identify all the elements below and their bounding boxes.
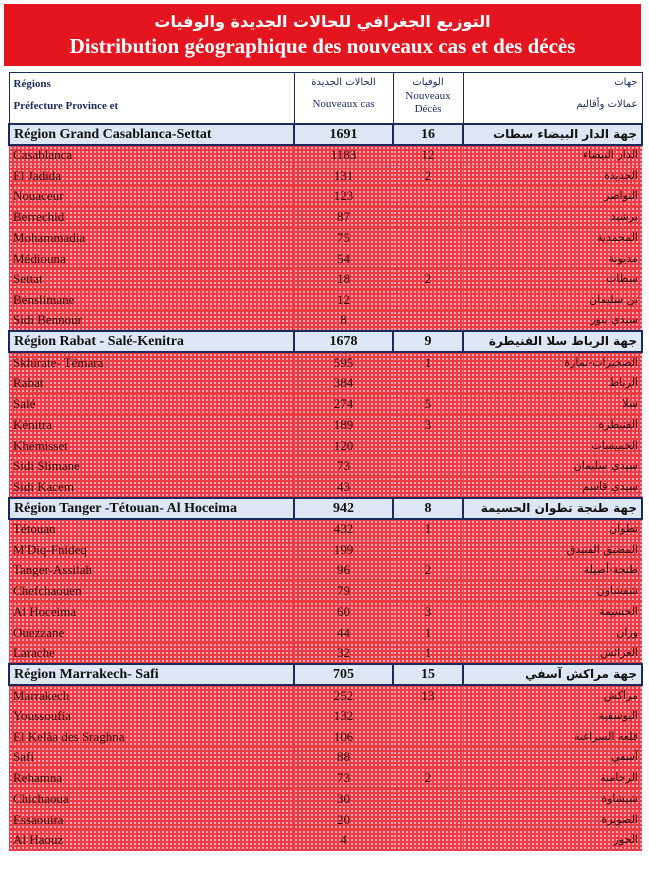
prefecture-deaths: 3 [393, 602, 463, 623]
prefecture-name-ar: الحوز [463, 830, 642, 851]
prefecture-deaths [393, 477, 463, 498]
prefecture-cases: 1183 [294, 145, 393, 166]
prefecture-name-fr: Ouezzane [9, 622, 294, 643]
prefecture-name-ar: سلا [463, 394, 642, 415]
prefecture-name-fr: Sidi Kacem [9, 477, 294, 498]
distribution-table [8, 72, 643, 851]
table-row [9, 373, 642, 394]
prefecture-name-ar: الرباط [463, 373, 642, 394]
region-deaths: 9 [393, 331, 463, 352]
prefecture-name-fr: El Jadida [9, 165, 294, 186]
table-row [9, 685, 642, 706]
prefecture-name-fr: Larache [9, 643, 294, 664]
prefecture-deaths: 1 [393, 352, 463, 373]
table-row [9, 165, 642, 186]
prefecture-deaths [393, 290, 463, 311]
prefecture-name-fr: M'Diq-Fnideq [9, 539, 294, 560]
prefecture-cases: 189 [294, 415, 393, 436]
table-row [9, 456, 642, 477]
prefecture-name-fr: Settat [9, 269, 294, 290]
prefecture-deaths [393, 581, 463, 602]
prefecture-deaths [393, 373, 463, 394]
prefecture-deaths: 2 [393, 165, 463, 186]
region-cases: 1691 [294, 124, 393, 145]
prefecture-name-ar: العرائش [463, 643, 642, 664]
prefecture-deaths [393, 726, 463, 747]
prefecture-name-ar: سيدي بنور [463, 311, 642, 332]
region-name-fr: Région Marrakech- Safi [9, 664, 294, 685]
prefecture-deaths: 12 [393, 145, 463, 166]
prefecture-name-fr: Sidi Bennour [9, 311, 294, 332]
prefecture-name-ar: طنجة-أصيلة [463, 560, 642, 581]
prefecture-name-fr: Benslimane [9, 290, 294, 311]
prefecture-cases: 595 [294, 352, 393, 373]
prefecture-deaths: 3 [393, 415, 463, 436]
prefecture-cases: 432 [294, 519, 393, 540]
header-new-deaths: الوفيات Nouveaux Décès [393, 73, 463, 124]
prefecture-name-ar: الصويرة [463, 809, 642, 830]
prefecture-name-fr: Nouaceur [9, 186, 294, 207]
region-cases: 705 [294, 664, 393, 685]
prefecture-deaths: 2 [393, 560, 463, 581]
prefecture-cases: 12 [294, 290, 393, 311]
table-row [9, 352, 642, 373]
prefecture-cases: 123 [294, 186, 393, 207]
prefecture-name-fr: Essaouira [9, 809, 294, 830]
table-row [9, 248, 642, 269]
table-row [9, 768, 642, 789]
prefecture-name-fr: Kénitra [9, 415, 294, 436]
prefecture-cases: 79 [294, 581, 393, 602]
prefecture-cases: 75 [294, 228, 393, 249]
prefecture-cases: 73 [294, 768, 393, 789]
prefecture-deaths [393, 809, 463, 830]
table-row [9, 477, 642, 498]
prefecture-name-ar: الجديدة [463, 165, 642, 186]
table-row [9, 539, 642, 560]
table-row [9, 622, 642, 643]
region-row [9, 498, 642, 519]
prefecture-deaths: 1 [393, 622, 463, 643]
prefecture-name-ar: بن سليمان [463, 290, 642, 311]
table-row [9, 269, 642, 290]
prefecture-cases: 252 [294, 685, 393, 706]
prefecture-name-fr: Khémisset [9, 435, 294, 456]
prefecture-cases: 274 [294, 394, 393, 415]
prefecture-deaths: 5 [393, 394, 463, 415]
prefecture-name-ar: قلعة السراغنة [463, 726, 642, 747]
prefecture-name-fr: Casablanca [9, 145, 294, 166]
prefecture-name-fr: Tanger-Assilah [9, 560, 294, 581]
prefecture-name-ar: القنيطرة [463, 415, 642, 436]
title-banner [4, 4, 641, 66]
prefecture-cases: 54 [294, 248, 393, 269]
table-body [9, 124, 642, 851]
region-deaths: 15 [393, 664, 463, 685]
prefecture-name-fr: Tétouan [9, 519, 294, 540]
prefecture-deaths: 1 [393, 519, 463, 540]
table-row [9, 290, 642, 311]
prefecture-cases: 120 [294, 435, 393, 456]
header-row [9, 73, 642, 124]
table-row [9, 145, 642, 166]
title-arabic: التوزيع الجغرافي للحالات الجديدة والوفيات [154, 12, 491, 31]
table-row [9, 394, 642, 415]
table-row [9, 747, 642, 768]
prefecture-name-ar: النواصر [463, 186, 642, 207]
prefecture-cases: 87 [294, 207, 393, 228]
prefecture-cases: 18 [294, 269, 393, 290]
prefecture-deaths [393, 207, 463, 228]
prefecture-cases: 384 [294, 373, 393, 394]
region-row [9, 124, 642, 145]
region-name-ar: جهة الرباط سلا القنيطرة [463, 331, 642, 352]
prefecture-name-fr: Al Hoceima [9, 602, 294, 623]
region-cases: 1678 [294, 331, 393, 352]
prefecture-name-fr: Berrechid [9, 207, 294, 228]
prefecture-cases: 32 [294, 643, 393, 664]
prefecture-name-ar: تطوان [463, 519, 642, 540]
prefecture-cases: 88 [294, 747, 393, 768]
prefecture-deaths: 13 [393, 685, 463, 706]
prefecture-name-ar: المضيق الفنيدق [463, 539, 642, 560]
prefecture-cases: 4 [294, 830, 393, 851]
prefecture-deaths [393, 747, 463, 768]
prefecture-name-ar: شيشاوة [463, 789, 642, 810]
prefecture-deaths [393, 539, 463, 560]
table-row [9, 560, 642, 581]
region-name-fr: Région Grand Casablanca-Settat [9, 124, 294, 145]
region-name-ar: جهة الدار البيضاء سطات [463, 124, 642, 145]
prefecture-name-fr: Al Haouz [9, 830, 294, 851]
title-french: Distribution géographique des nouveaux cas et des décès [69, 34, 576, 58]
region-deaths: 8 [393, 498, 463, 519]
prefecture-deaths [393, 311, 463, 332]
prefecture-name-fr: Chichaoua [9, 789, 294, 810]
prefecture-cases: 8 [294, 311, 393, 332]
region-row [9, 331, 642, 352]
region-name-fr: Région Tanger -Tétouan- Al Hoceima [9, 498, 294, 519]
prefecture-deaths [393, 435, 463, 456]
prefecture-name-ar: شفشاون [463, 581, 642, 602]
prefecture-deaths [393, 706, 463, 727]
prefecture-name-fr: Marrakech [9, 685, 294, 706]
region-name-ar: جهة مراكش آسفي [463, 664, 642, 685]
prefecture-name-fr: Rehamna [9, 768, 294, 789]
prefecture-deaths [393, 228, 463, 249]
prefecture-name-ar: اليوسفية [463, 706, 642, 727]
prefecture-deaths [393, 186, 463, 207]
prefecture-name-ar: الخميسات [463, 435, 642, 456]
prefecture-deaths [393, 456, 463, 477]
table-row [9, 415, 642, 436]
prefecture-name-fr: Rabat [9, 373, 294, 394]
header-new-cases: الحالات الجديدة Nouveaux cas [294, 73, 393, 124]
table-row [9, 581, 642, 602]
region-cases: 942 [294, 498, 393, 519]
prefecture-deaths [393, 789, 463, 810]
prefecture-deaths [393, 830, 463, 851]
table-row [9, 311, 642, 332]
prefecture-cases: 199 [294, 539, 393, 560]
header-regions-arabic: جهات عمالات وأقاليم [463, 73, 642, 124]
prefecture-name-ar: الحسيمة [463, 602, 642, 623]
prefecture-cases: 44 [294, 622, 393, 643]
prefecture-name-ar: الصخيرات-تمارة [463, 352, 642, 373]
prefecture-name-fr: Chefchaouen [9, 581, 294, 602]
prefecture-name-ar: مراكش [463, 685, 642, 706]
region-deaths: 16 [393, 124, 463, 145]
table-row [9, 789, 642, 810]
region-name-fr: Région Rabat - Salé-Kenitra [9, 331, 294, 352]
prefecture-cases: 106 [294, 726, 393, 747]
prefecture-cases: 30 [294, 789, 393, 810]
prefecture-cases: 96 [294, 560, 393, 581]
table-row [9, 643, 642, 664]
prefecture-cases: 20 [294, 809, 393, 830]
prefecture-name-ar: الدار البيضاء [463, 145, 642, 166]
prefecture-name-ar: المحمدية [463, 228, 642, 249]
table-row [9, 830, 642, 851]
table-row [9, 186, 642, 207]
table-row [9, 706, 642, 727]
prefecture-cases: 132 [294, 706, 393, 727]
table-row [9, 228, 642, 249]
table-row [9, 519, 642, 540]
prefecture-name-fr: El Kelâa des Sraghna [9, 726, 294, 747]
prefecture-name-fr: Sidi Slimane [9, 456, 294, 477]
prefecture-deaths [393, 248, 463, 269]
prefecture-deaths: 1 [393, 643, 463, 664]
prefecture-cases: 43 [294, 477, 393, 498]
prefecture-name-ar: وزان [463, 622, 642, 643]
prefecture-cases: 73 [294, 456, 393, 477]
prefecture-name-fr: Youssoufia [9, 706, 294, 727]
prefecture-name-ar: الرحامنة [463, 768, 642, 789]
prefecture-name-fr: Mohammadia [9, 228, 294, 249]
prefecture-name-ar: آسفي [463, 747, 642, 768]
region-name-ar: جهة طنجة تطوان الحسيمة [463, 498, 642, 519]
prefecture-name-ar: مديونة [463, 248, 642, 269]
prefecture-deaths: 2 [393, 768, 463, 789]
table-row [9, 726, 642, 747]
prefecture-name-fr: Safi [9, 747, 294, 768]
table-row [9, 809, 642, 830]
prefecture-name-fr: Salé [9, 394, 294, 415]
prefecture-name-fr: Médiouna [9, 248, 294, 269]
region-row [9, 664, 642, 685]
prefecture-cases: 60 [294, 602, 393, 623]
table-row [9, 207, 642, 228]
table-row [9, 435, 642, 456]
prefecture-cases: 131 [294, 165, 393, 186]
table-row [9, 602, 642, 623]
prefecture-name-ar: سيدي سليمان [463, 456, 642, 477]
prefecture-name-fr: Skhirate- Témara [9, 352, 294, 373]
prefecture-name-ar: سيدي قاسم [463, 477, 642, 498]
prefecture-name-ar: برشيد [463, 207, 642, 228]
prefecture-deaths: 2 [393, 269, 463, 290]
header-regions: Régions Préfecture Province et [9, 73, 294, 124]
prefecture-name-ar: سطات [463, 269, 642, 290]
